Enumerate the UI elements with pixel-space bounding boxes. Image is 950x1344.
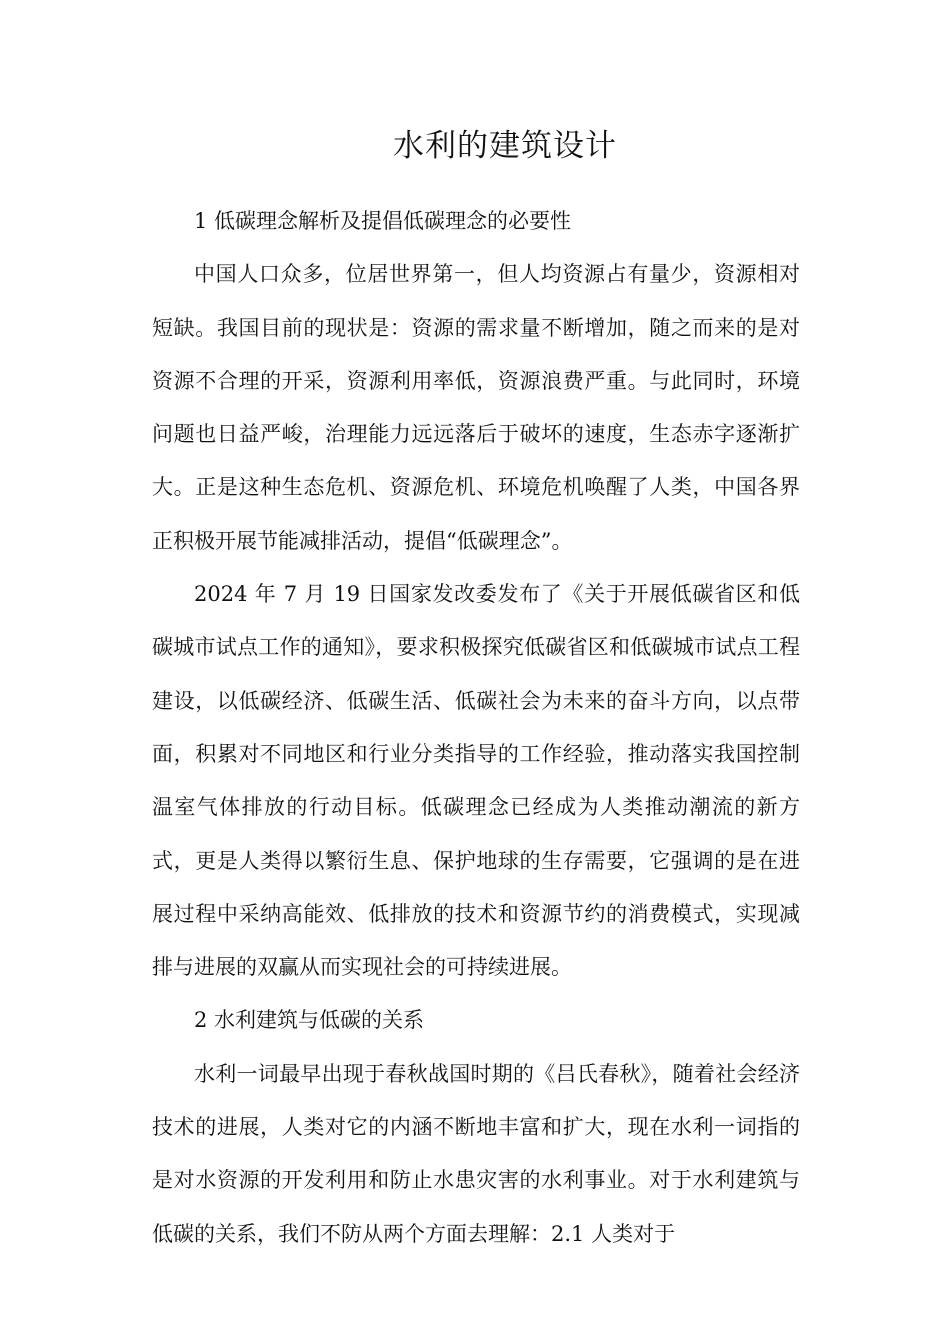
paragraph: 2024 年 7 月 19 日国家发改委发布了《关于开展低碳省区和低碳城市试点工作的通知》，要求积极探究低碳省区和低碳城市试点工程建设，以低碳经济、低碳生活、低碳社会为未来的奋斗方向，以点带面，积累对不同地区和行业分类指导的工作经验，推动落实我国控制温室气体排放的行动目标。低碳理念已经成为人类推动潮流的新方式，更是人类得以繁衍生息、保护地球的生存需要，它强调的是在进展过程中采纳高能效、低排放的技术和资源节约的消费模式，实现减排与进展的双赢从而实现社会的可持续进展。 (152, 582, 800, 980)
section-heading-2: 2 水利建筑与低碳的关系 (194, 1008, 425, 1033)
section-heading-1: 1 低碳理念解析及提倡低碳理念的必要性 (194, 209, 572, 233)
paragraph: 中国人口众多，位居世界第一，但人均资源占有量少，资源相对短缺。我国目前的现状是：资源的需求量不断增加，随之而来的是对资源不合理的开采，资源利用率低，资源浪费严重。与此同时，环境问题也日益严峻，治理能力远远落后于破坏的速度，生态赤字逐渐扩大。正是这种生态危机、资源危机、环境危机唤醒了人类，中国各界正积极开展节能减排活动，提倡“低碳理念”。 (152, 262, 800, 553)
paragraph: 水利一词最早出现于春秋战国时期的《吕氏春秋》，随着社会经济技术的进展，人类对它的内涵不断地丰富和扩大，现在水利一词指的是对水资源的开发利用和防止水患灾害的水利事业。对于水利建筑与低碳的关系，我们不防从两个方面去理解：2.1 人类对于 (152, 1061, 800, 1246)
document-title: 水利的建筑设计 (393, 128, 617, 164)
document-body (152, 195, 800, 1261)
